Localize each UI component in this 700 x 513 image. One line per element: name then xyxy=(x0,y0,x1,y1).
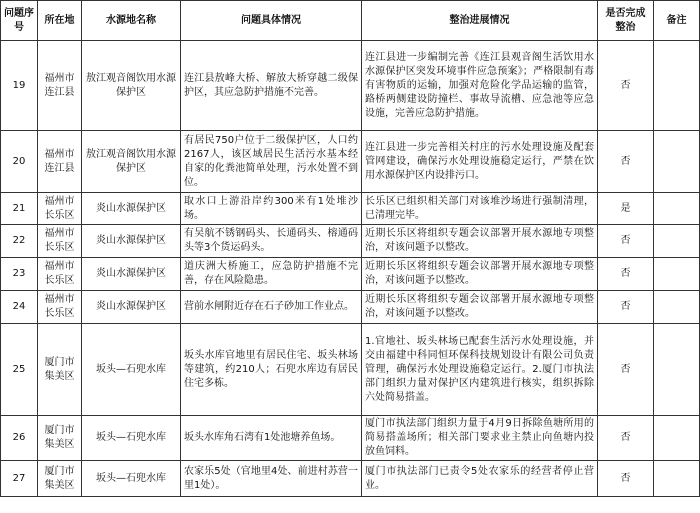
cell-note xyxy=(654,193,700,225)
cell-progress: 连江县进一步完善相关村庄的污水处理设施及配套管网建设，确保污水处理设施稳定运行，严禁在饮用水源保护区内设排污口。 xyxy=(362,131,598,193)
cell-location: 厦门市集美区 xyxy=(38,416,82,461)
cell-done: 否 xyxy=(598,461,654,497)
cell-source: 炎山水源保护区 xyxy=(82,193,181,225)
cell-issue: 有吴航不锈钢码头、长通码头、榕通码头等3个货运码头。 xyxy=(181,225,362,258)
cell-seq: 23 xyxy=(1,258,38,291)
table-row xyxy=(1,225,700,258)
header-note: 备注 xyxy=(654,1,700,41)
cell-note xyxy=(654,41,700,131)
cell-seq: 19 xyxy=(1,41,38,131)
cell-source: 敖江观音阁饮用水源保护区 xyxy=(82,41,181,131)
table-row xyxy=(1,324,700,416)
cell-note xyxy=(654,291,700,324)
cell-location: 福州市长乐区 xyxy=(38,291,82,324)
cell-source: 炎山水源保护区 xyxy=(82,225,181,258)
table-row xyxy=(1,41,700,131)
cell-issue: 连江县敖峰大桥、解放大桥穿越二级保护区，其应急防护措施不完善。 xyxy=(181,41,362,131)
cell-location: 福州市长乐区 xyxy=(38,193,82,225)
cell-progress: 厦门市执法部门已责令5处农家乐的经营者停止营业。 xyxy=(362,461,598,497)
cell-note xyxy=(654,131,700,193)
cell-source: 敖江观音阁饮用水源保护区 xyxy=(82,131,181,193)
cell-issue: 坂头水库角石湾有1处池塘养鱼场。 xyxy=(181,416,362,461)
cell-source: 炎山水源保护区 xyxy=(82,291,181,324)
cell-done: 否 xyxy=(598,324,654,416)
cell-source: 坂头—石兜水库 xyxy=(82,324,181,416)
table-row xyxy=(1,461,700,497)
header-row xyxy=(1,1,700,41)
cell-done: 否 xyxy=(598,225,654,258)
cell-location: 福州市连江县 xyxy=(38,131,82,193)
cell-seq: 25 xyxy=(1,324,38,416)
table-row xyxy=(1,193,700,225)
cell-progress: 1.官地社、坂头林场已配套生活污水处理设施，并交由福建中科同恒环保科技规划设计有限公司负责管理，确保污水处理设施稳定运行。2.厦门市执法部门组织力量对保护区内建筑进行核实，组织拆除六处简易搭盖。 xyxy=(362,324,598,416)
cell-progress: 厦门市执法部门组织力量于4月9日拆除鱼塘所用的简易搭盖场所；相关部门要求业主禁止向鱼塘内投放鱼饲料。 xyxy=(362,416,598,461)
cell-done: 否 xyxy=(598,291,654,324)
cell-seq: 20 xyxy=(1,131,38,193)
cell-progress: 长乐区已组织相关部门对该堆沙场进行强制清理，已清理完毕。 xyxy=(362,193,598,225)
cell-issue: 农家乐5处（官地里4处、前进村苏营一里1处）。 xyxy=(181,461,362,497)
cell-note xyxy=(654,324,700,416)
cell-progress: 近期长乐区将组织专题会议部署开展水源地专项整治，对该问题予以整改。 xyxy=(362,225,598,258)
cell-location: 福州市长乐区 xyxy=(38,258,82,291)
cell-note xyxy=(654,225,700,258)
cell-note xyxy=(654,258,700,291)
cell-seq: 21 xyxy=(1,193,38,225)
cell-done: 否 xyxy=(598,41,654,131)
cell-issue: 道庆洲大桥施工，应急防护措施不完善，存在风险隐患。 xyxy=(181,258,362,291)
cell-note xyxy=(654,416,700,461)
cell-done: 是 xyxy=(598,193,654,225)
cell-done: 否 xyxy=(598,416,654,461)
cell-seq: 24 xyxy=(1,291,38,324)
cell-location: 福州市连江县 xyxy=(38,41,82,131)
cell-issue: 有居民750户位于二级保护区，人口约2167人，该区域居民生活污水基本经自家的化粪池简单处理，污水处置不到位。 xyxy=(181,131,362,193)
header-issue: 问题具体情况 xyxy=(181,1,362,41)
header-source: 水源地名称 xyxy=(82,1,181,41)
cell-issue: 营前水闸附近存在石子砂加工作业点。 xyxy=(181,291,362,324)
cell-seq: 27 xyxy=(1,461,38,497)
cell-source: 炎山水源保护区 xyxy=(82,258,181,291)
cell-issue: 取水口上游沿岸约300米有1处堆沙场。 xyxy=(181,193,362,225)
header-progress: 整治进展情况 xyxy=(362,1,598,41)
cell-issue: 坂头水库官地里有居民住宅、坂头林场等建筑，约210人；石兜水库边有居民住宅多栋。 xyxy=(181,324,362,416)
cell-progress: 连江县进一步编制完善《连江县观音阁生活饮用水水源保护区突发环境事件应急预案》；严格限制有毒有害物质的运输，加强对危险化学品运输的监管，路桥两侧建设防撞栏、事故导流槽、应急池等应急设施，完善应急防护措施。 xyxy=(362,41,598,131)
cell-progress: 近期长乐区将组织专题会议部署开展水源地专项整治，对该问题予以整改。 xyxy=(362,258,598,291)
cell-done: 否 xyxy=(598,131,654,193)
cell-note xyxy=(654,461,700,497)
header-done: 是否完成整治 xyxy=(598,1,654,41)
table-row xyxy=(1,291,700,324)
table-row xyxy=(1,258,700,291)
table-row xyxy=(1,416,700,461)
cell-source: 坂头—石兜水库 xyxy=(82,461,181,497)
header-seq: 问题序号 xyxy=(1,1,38,41)
cell-seq: 26 xyxy=(1,416,38,461)
header-location: 所在地 xyxy=(38,1,82,41)
cell-location: 厦门市集美区 xyxy=(38,324,82,416)
cell-location: 厦门市集美区 xyxy=(38,461,82,497)
cell-location: 福州市长乐区 xyxy=(38,225,82,258)
cell-seq: 22 xyxy=(1,225,38,258)
cell-source: 坂头—石兜水库 xyxy=(82,416,181,461)
cell-done: 否 xyxy=(598,258,654,291)
cell-progress: 近期长乐区将组织专题会议部署开展水源地专项整治，对该问题予以整改。 xyxy=(362,291,598,324)
table-row xyxy=(1,131,700,193)
